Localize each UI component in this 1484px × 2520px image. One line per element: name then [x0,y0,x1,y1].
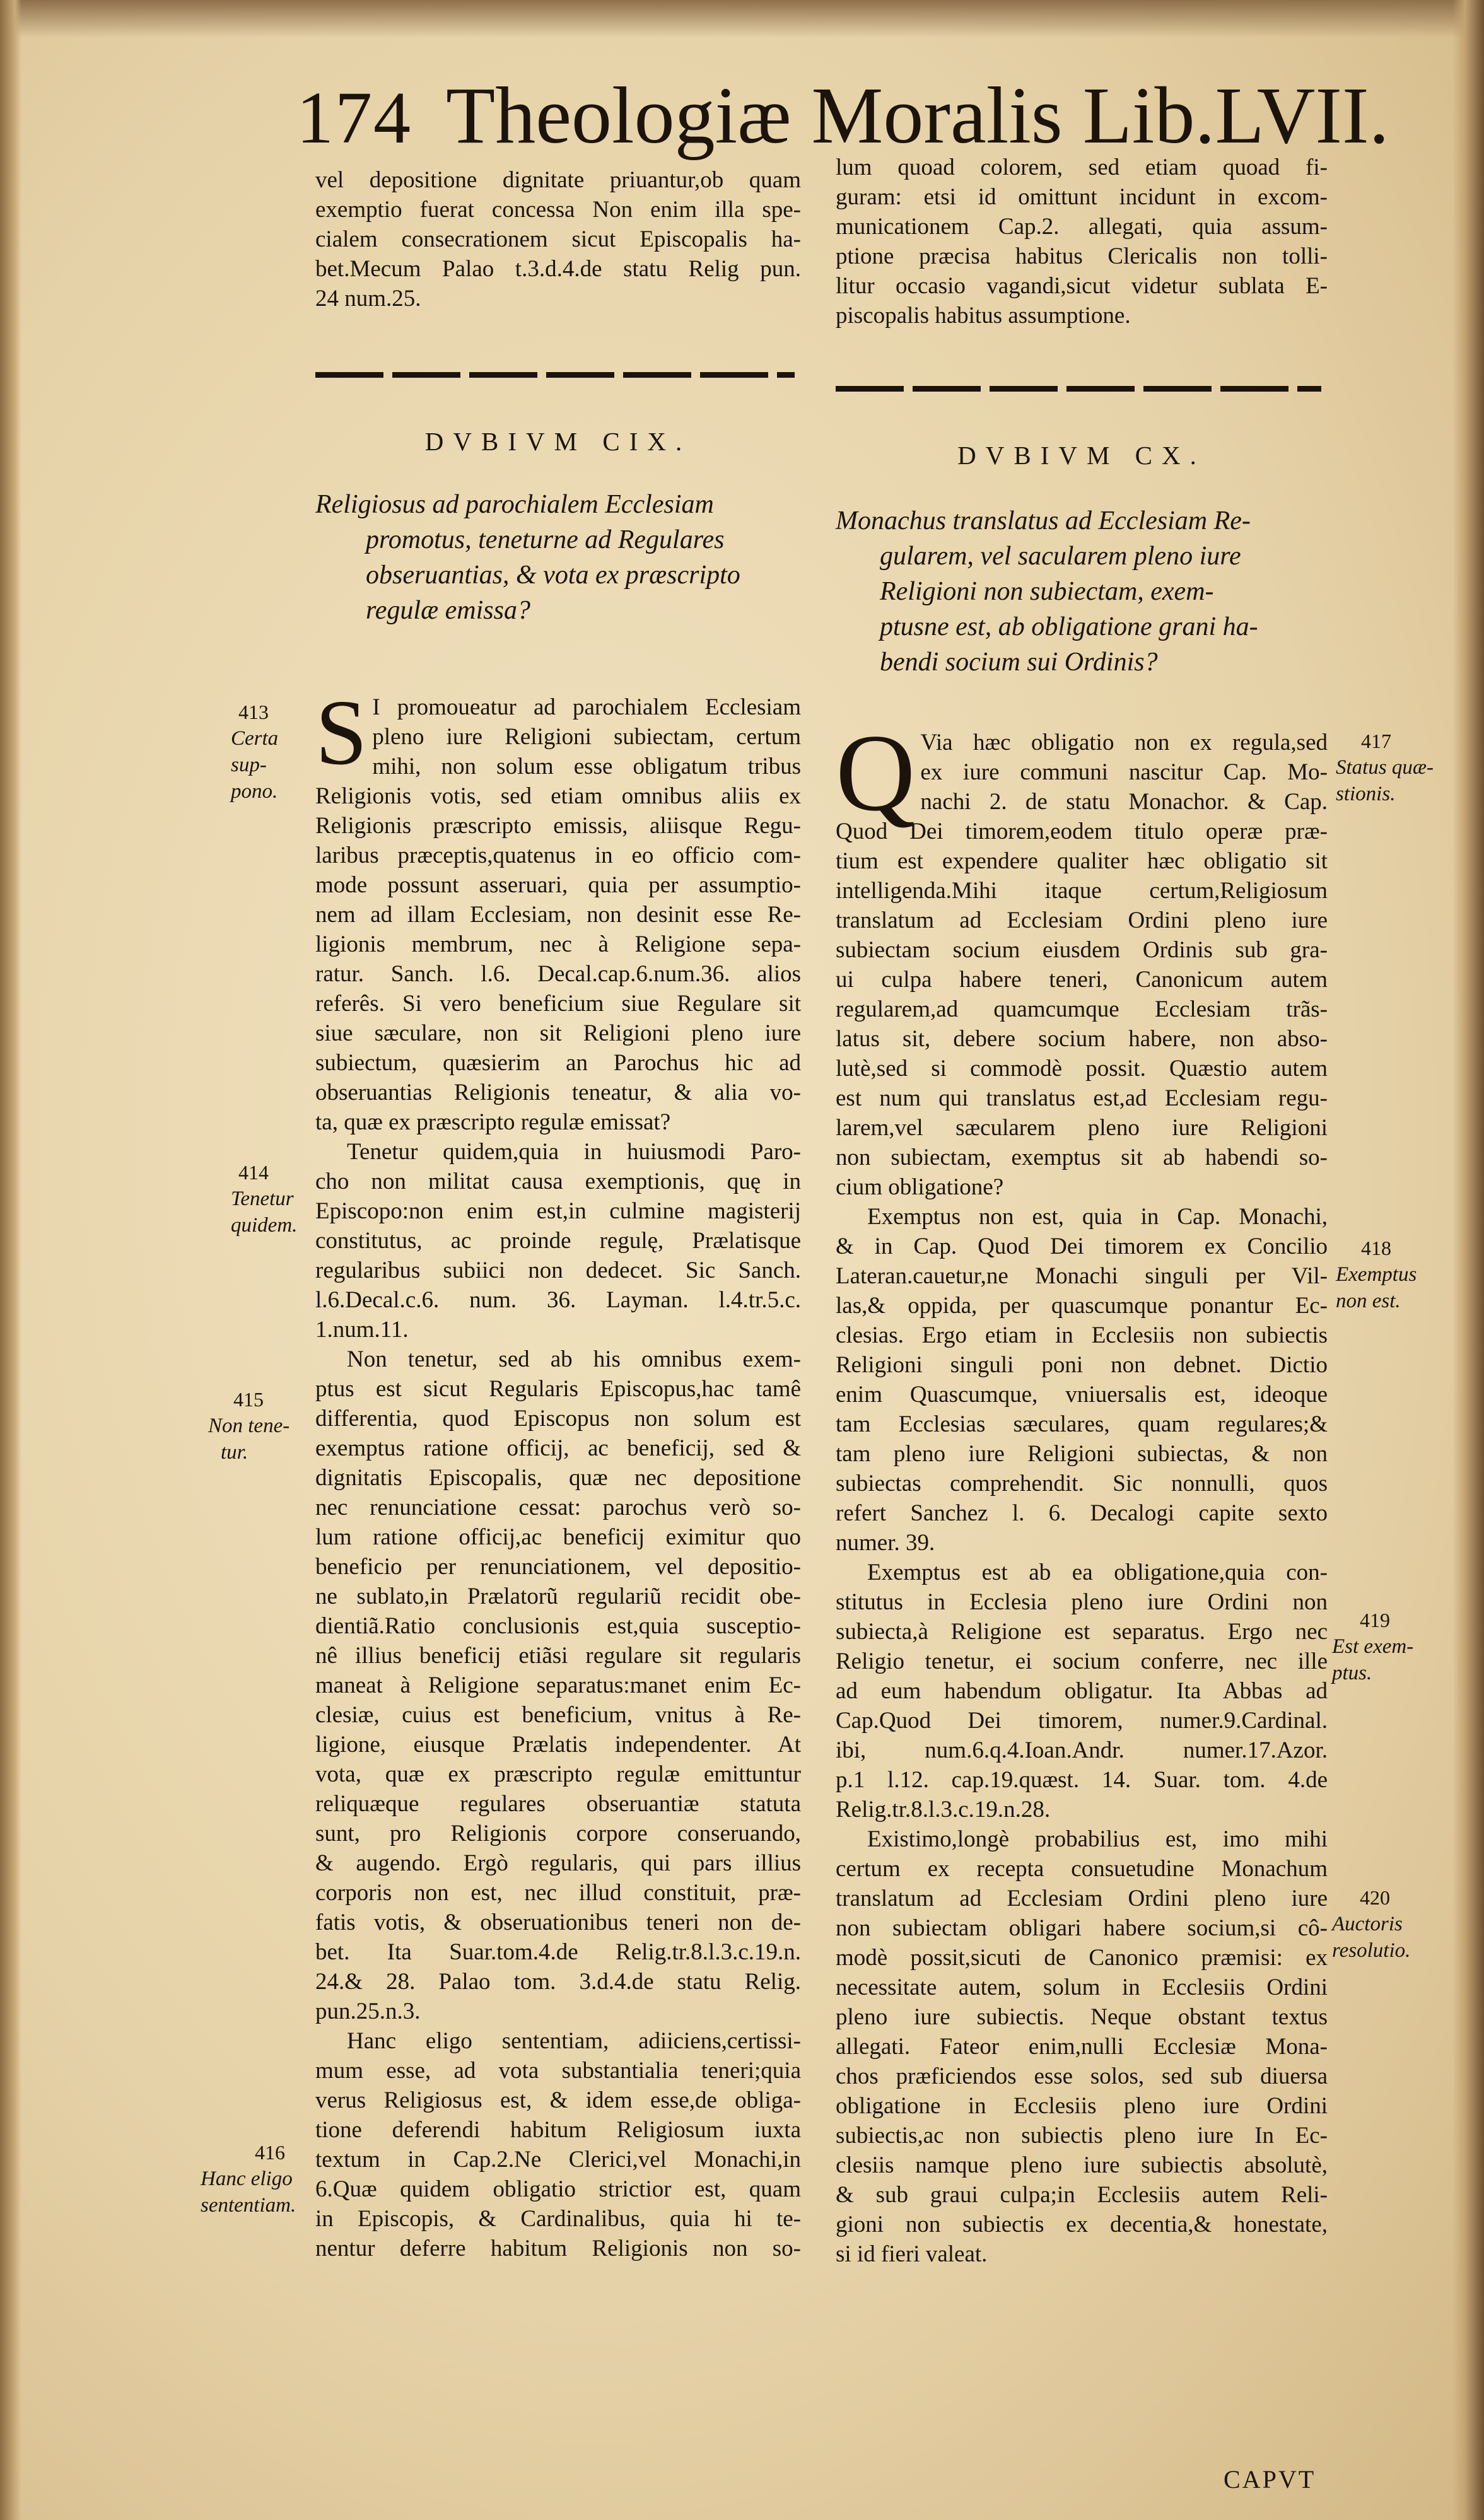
text-line: municationem Cap.2. allegati, quia assum- [836,214,1328,240]
margin-note [208,1386,309,1466]
text-line: intelligenda.Mihi itaque certum,Religiosum [836,878,1328,904]
text-line: mode possunt asseruari, quia per assumptio- [315,872,801,898]
text-line: & augendo. Ergò regularis, qui pars illius [315,1850,801,1876]
question-line: regulæ emissa? [366,596,530,625]
text-line: sunt, pro Religionis corpore conseruando, [315,1821,801,1846]
left-body [315,681,801,2263]
text-line: allegati. Fateor enim,nulli Ecclesiæ Mona- [836,2034,1328,2060]
text-line: non subiectam obligari habere socium,si cô- [836,1915,1328,1941]
text-line: 24 num.25. [315,286,421,312]
text-line: ptus est sicut Regularis Episcopus,hac tamê [315,1376,801,1402]
text-line: tione deferendi habitum Religiosum iuxta [315,2117,801,2143]
margin-note [1332,1607,1439,1686]
margin-note [1332,1884,1439,1964]
text-line: vota, quæ ex præscripto regulæ emittuntur [315,1761,801,1787]
margin-line: Non tene- [208,1415,290,1437]
text-line: mihi, non solum esse obligatum tribus [372,754,801,779]
page-shadow-top [0,0,1484,38]
text-line: bet. Ita Suar.tom.4.de Relig.tr.8.l.3.c.19.n. [315,1939,801,1965]
text-line: obseruantias Religionis teneatur, & alia vo- [315,1080,801,1105]
text-line: lutè,sed si commodè possit. Quæstio autem [836,1056,1328,1082]
text-line: enim Quascumque, vniuersalis est, ideoque [836,1382,1328,1408]
margin-note [231,699,313,805]
margin-number: 416 [255,2141,285,2164]
text-line: clesiis namque pleno iure subiectis absolutè, [836,2152,1328,2178]
margin-line: Est exem- [1332,1635,1414,1658]
text-line: fatis votis, & obseruationibus teneri non de- [315,1910,801,1935]
text-line: & in Cap. Quod Dei timorem ex Concilio [836,1234,1328,1259]
question-line: ptusne est, ab obligatione grani ha- [880,612,1258,641]
text-line: nem ad illam Ecclesiam, non desinit esse Re- [315,902,801,928]
text-line: Exemptus non est, quia in Cap. Monachi, [867,1204,1328,1230]
text-line: litur occasio vagandi,sicut videtur sublata E- [836,273,1328,299]
text-line: subiectas comprehendit. Sic nonnulli, quos [836,1471,1328,1496]
text-line: ligionis membrum, nec à Religione sepa- [315,931,801,957]
text-line: chos præficiendos esse solos, sed sub diuersa [836,2063,1328,2089]
text-line: Non tenetur, sed ab his omnibus exem- [347,1346,801,1372]
text-line: refert Sanchez l. 6. Decalogi capite sexto [836,1500,1328,1526]
text-line: nê illius beneficij etiãsi regulare sit regularis [315,1643,801,1669]
text-line: dignitatis Episcopalis, quæ nec depositione [315,1465,801,1491]
text-line: cialem consecrationem sicut Episcopalis ha- [315,226,801,252]
margin-line: Certa sup- [231,727,279,776]
margin-line: Exemptus [1336,1263,1417,1286]
text-line: tam Ecclesias sæculares, quam regulares;& [836,1411,1328,1437]
margin-line: Auctoris [1332,1913,1403,1935]
text-line: 1.num.11. [315,1317,409,1343]
paragraph [315,1345,801,2026]
text-line: numer. 39. [836,1530,935,1556]
page-shadow-right [1452,0,1484,2520]
text-line: Cap.Quod Dei timorem, numer.9.Cardinal. [836,1708,1328,1734]
margin-line: Hanc eligo [201,2167,293,2190]
text-line: subiectum, quæsierim an Parochus hic ad [315,1050,801,1076]
text-line: nachi 2. de statu Monachor. & Cap. [920,789,1328,815]
text-line: Quod Dei timorem,eodem titulo operæ præ- [836,819,1328,844]
text-line: piscopalis habitus assumptione. [836,303,1131,329]
margin-line: tur. [221,1441,248,1464]
dropcap: Q [836,711,916,834]
text-line: Episcopo:non enim est,in culmine magisterij [315,1198,801,1224]
text-line: stitutus in Ecclesia pleno iure Ordini non [836,1589,1328,1615]
margin-line: Tenetur [231,1187,294,1210]
text-line: lum ratione officij,ac beneficij eximitur quo [315,1524,801,1550]
margin-line: ptus. [1332,1662,1372,1684]
text-line: ex iure communi nascitur Cap. Mo- [920,759,1328,785]
text-line: 24.& 28. Palao tom. 3.d.4.de statu Relig. [315,1969,801,1995]
margin-number: 415 [233,1388,264,1411]
section-rule [315,372,795,378]
margin-line: resolutio. [1332,1939,1411,1962]
page-shadow-left [0,0,21,2520]
question-title [836,503,1328,680]
paragraph [836,711,1328,1202]
text-line: Exemptus est ab ea obligatione,quia con- [867,1560,1328,1585]
text-line: maneat à Religione separatus:manet enim Ec- [315,1672,801,1698]
text-line: regularibus subiici non dedecet. Sic Sanch. [315,1257,801,1283]
question-line: bendi socium sui Ordinis? [880,648,1158,677]
text-line: Relig.tr.8.l.3.c.19.n.28. [836,1797,1051,1823]
section-rule [836,386,1321,392]
margin-note [1336,1235,1443,1314]
text-line: est num qui translatus est,ad Ecclesiam regu- [836,1085,1328,1111]
text-line: Religioni singuli poni non debnet. Dictio [836,1352,1328,1378]
section-heading: DVBIVM CX. [957,441,1206,470]
text-line: reliquæque regulares obseruantiæ statuta [315,1791,801,1817]
text-line: bet.Mecum Palao t.3.d.4.de statu Relig pun. [315,256,801,282]
text-line: ad eum habendum obligatur. Ita Abbas ad [836,1678,1328,1704]
text-line: las,& oppida, per quascumque ponantur Ec- [836,1293,1328,1319]
text-line: larem,vel sæcularem pleno iure Religioni [836,1115,1328,1141]
text-line: translatum ad Ecclesiam Ordini pleno iure [836,1886,1328,1911]
text-line: regularem,ad quamcumque Ecclesiam trãs- [836,996,1328,1022]
paragraph [836,1558,1328,1824]
text-line: ibi, num.6.q.4.Ioan.Andr. numer.17.Azor. [836,1737,1328,1763]
text-line: nec renunciatione cessat: parochus verò so- [315,1495,801,1520]
text-line: ne sublato,in Prælatorũ regulariũ recidit obe- [315,1584,801,1609]
paragraph [315,681,801,1137]
text-line: cium obligatione? [836,1174,1004,1200]
text-line: lum quoad colorem, sed etiam quoad fi- [836,155,1328,180]
text-line: subiecta,à Religione est separatus. Ergo nec [836,1619,1328,1645]
text-line: certum ex recepta consuetudine Monachum [836,1856,1328,1882]
margin-line: stionis. [1336,783,1396,805]
paragraph [315,2026,801,2263]
text-line: guram: etsi id omittunt incidunt in excom- [836,184,1328,210]
margin-note [1336,728,1443,807]
text-line: Hanc eligo sententiam, adiiciens,certissi- [347,2028,801,2054]
text-line: pleno iure Religioni subiectam, certum [372,724,801,750]
question-line: Monachus translatus ad Ecclesiam Re- [836,506,1251,535]
text-line: modè possit,sicuti de Canonico præmisi: ex [836,1945,1328,1971]
text-line: clesias. Ergo etiam in Ecclesiis non subiectis [836,1322,1328,1348]
left-continuation [315,165,801,313]
text-line: p.1 l.12. cap.19.quæst. 14. Suar. tom. 4.de [836,1767,1328,1793]
text-line: mum esse, ad vota substantialia teneri;quia [315,2058,801,2084]
text-line: Via hæc obligatio non ex regula,sed [920,730,1328,755]
question-line: gularem, vel sacularem pleno iure [880,542,1241,571]
text-line: translatum ad Ecclesiam Ordini pleno iure [836,907,1328,933]
running-title: Theologiæ Moralis Lib.LVII. [446,71,1389,160]
text-line: dientiã.Ratio conclusionis est,quia susceptio- [315,1613,801,1639]
margin-line: non est. [1336,1290,1401,1312]
margin-line: pono. [231,780,278,803]
text-line: corporis non est, nec illud constituit, præ- [315,1880,801,1906]
margin-number: 420 [1360,1886,1390,1909]
text-line: Existimo,longè probabilius est, imo mihi [867,1826,1328,1852]
text-line: 6.Quæ quidem obligatio strictior est, quam [315,2176,801,2202]
text-line: ratur. Sanch. l.6. Decal.cap.6.num.36. alios [315,961,801,987]
text-line: si id fieri valeat. [836,2241,988,2267]
text-line: Religionis præscripto emissis, aliisque Regu- [315,813,801,839]
margin-number: 417 [1361,730,1391,752]
text-line: Lateran.cauetur,ne Monachi singuli per Vil- [836,1263,1328,1289]
margin-number: 418 [1361,1237,1391,1259]
margin-note [201,2139,314,2219]
margin-number: 419 [1360,1609,1390,1631]
margin-line: quidem. [231,1214,298,1237]
text-line: latus sit, debere socium habere, non abso- [836,1026,1328,1052]
text-line: l.6.Decal.c.6. num. 36. Layman. l.4.tr.5.c. [315,1287,801,1313]
margin-line: Status quæ- [1336,756,1434,779]
text-line: obligatione in Ecclesiis pleno iure Ordini [836,2093,1328,2119]
text-line: cho non militat causa exemptionis, quę in [315,1169,801,1194]
paragraph [315,1137,801,1345]
text-line: ligione, eiusque Prælatis independenter. At [315,1732,801,1758]
margin-line: sententiam. [201,2194,296,2217]
text-line: nentur deferre habitum Religionis non so- [315,2236,801,2261]
margin-note [231,1159,313,1239]
question-title [315,487,801,628]
text-line: referês. Si vero beneficium siue Regulare sit [315,991,801,1017]
text-line: subiectam socium eiusdem Ordinis sub gra- [836,937,1328,963]
question-line: Religiosus ad parochialem Ecclesiam [315,490,714,519]
text-line: pun.25.n.3. [315,1998,421,2024]
text-line: constitutus, ac proinde regulę, Prælatisque [315,1228,801,1254]
text-line: necessitate autem, solum in Ecclesiis Ordini [836,1975,1328,2000]
text-line: beneficio per renunciationem, vel depositio- [315,1554,801,1580]
paragraph [836,1824,1328,2269]
right-body [836,711,1328,2269]
text-line: in Episcopis, & Cardinalibus, quia hi te- [315,2206,801,2232]
text-line: I promoueatur ad parochialem Ecclesiam [372,694,801,720]
question-line: promotus, teneturne ad Regulares [366,525,725,554]
text-line: gioni non subiectis ex decentia,& honestate, [836,2212,1328,2237]
question-line: Religioni non subiectam, exem- [880,577,1214,606]
right-continuation [836,153,1328,330]
text-line: non subiectam, exemptus sit ab habendi so- [836,1145,1328,1170]
catchword: CAPVT [1224,2465,1316,2494]
dropcap: S [315,681,368,785]
text-line: subiectis,ac non subiectis pleno iure In Ec- [836,2123,1328,2149]
paragraph [836,1202,1328,1558]
section-heading: DVBIVM CIX. [424,427,692,456]
text-line: ui culpa habere teneri, Canonicum autem [836,967,1328,993]
page-header [296,69,1389,164]
text-line: clesiæ, cuius est beneficium, vnitus à Re- [315,1702,801,1728]
margin-number: 414 [238,1161,269,1184]
text-line: exemptus ratione officij, ac beneficij, sed & [315,1435,801,1461]
text-line: differentia, quod Episcopus non solum est [315,1406,801,1432]
text-line: exemptio fuerat concessa Non enim illa spe- [315,197,801,223]
text-line: laribus præceptis,quatenus in eo officio com- [315,843,801,868]
text-line: vel depositione dignitate priuantur,ob quam [315,167,801,193]
text-line: tium est expendere qualiter hæc obligatio sit [836,848,1328,874]
margin-number: 413 [238,701,269,723]
text-line: & sub graui culpa;in Ecclesiis autem Reli- [836,2182,1328,2208]
question-line: obseruantias, & vota ex præscripto [366,561,740,590]
text-line: Religio tenetur, ei socium conferre, nec ille [836,1648,1328,1674]
text-line: Religionis votis, sed etiam omnibus aliis ex [315,783,801,809]
text-line: verus Religiosus est, & idem esse,de obliga- [315,2087,801,2113]
text-line: siue sæculare, non sit Religioni pleno iure [315,1020,801,1046]
text-line: tam pleno iure Religioni subiectas, & non [836,1441,1328,1467]
text-line: Tenetur quidem,quia in huiusmodi Paro- [347,1139,801,1165]
page-number: 174 [296,76,412,159]
text-line: pleno iure subiectis. Neque obstant textus [836,2004,1328,2030]
text-line: textum in Cap.2.Ne Clerici,vel Monachi,in [315,2147,801,2173]
text-line: ta, quæ ex præscripto regulæ emissat? [315,1109,671,1135]
text-line: ptione præcisa habitus Clericalis non tolli- [836,243,1328,269]
